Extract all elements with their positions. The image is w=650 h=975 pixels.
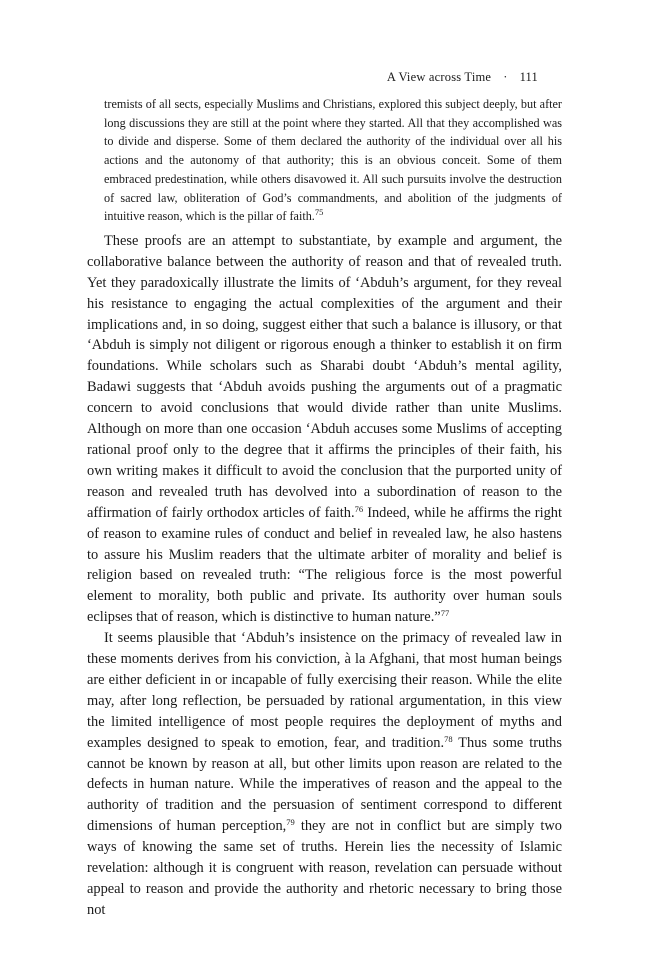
- paragraph-1-text-a: These proofs are an attempt to substantiate, by example and argument, the collaborative balance between the authority of reason and that of revealed truth. Yet they paradoxically illustrate the limits of ‘Abduh’s argument, for they reveal his resistance to engaging the actual complexities of the argument and their implications and, in so doing, suggest either that such a balance is illusory, or that ‘Abduh is simply not diligent or rigorous enough a thinker to establish it on firm foundations. While scholars such as Sharabi doubt ‘Abduh’s mental agility, Badawi suggests that ‘Abduh avoids pushing the arguments out of a pragmatic concern to avoid conclusions that would divide rather than unite Muslims. Although on more than one occasion ‘Abduh accuses some Muslims of accepting rational proof only to the degree that it affirms the principles of their faith, his own writing makes it difficult to avoid the conclusion that the purported unity of reason and revealed truth has devolved into a subordination of reason to the affirmation of fairly orthodox articles of faith.: [87, 232, 562, 521]
- footnote-ref-78: 78: [444, 733, 453, 744]
- paragraph-2-text-c: they are not in conflict but are simply two ways of knowing the same set of truths. Herein lies the necessity of Islamic revelation: although it is congruent with reason, revelation can persuade without appeal to reason and provide the authority and rhetoric necessary to bring those not: [87, 818, 562, 918]
- header-separator: ·: [503, 70, 508, 84]
- footnote-ref-79: 79: [286, 817, 295, 828]
- paragraph-2-text-a: It seems plausible that ‘Abduh’s insistence on the primacy of revealed law in these moments derives from his conviction, à la Afghani, that most human beings are either deficient in or incapable of fully exercising their reason. While the elite may, after long reflection, be persuaded by rational argumentation, in this view the limited intelligence of most people requires the deployment of myths and examples designed to speak to emotion, fear, and tradition.: [87, 630, 562, 751]
- paragraph-1: [87, 231, 562, 628]
- paragraph-1-text-b: Indeed, while he affirms the right of reason to examine rules of conduct and belief in revealed law, he also hastens to assure his Muslim readers that the ultimate arbiter of morality and belief is religion based on revealed truth: “The religious force is the most powerful element to morality, both public and private. Its authority over human souls eclipses that of reason, which is distinctive to human nature.”: [87, 504, 562, 626]
- page-number: 111: [519, 70, 538, 84]
- footnote-ref-77: 77: [440, 608, 450, 619]
- block-quote-text: tremists of all sects, especially Muslims and Christians, explored this subject deeply, but after long discussions they are still at the point where they started. All that they accomplished was to divide and disperse. Some of them declared the authority of the individual over all his actions and the autonomy of that authority; this is an obvious conceit. Some of them embraced predestination, while others disavowed it. All such pursuits involve the destruction of sacred law, obliteration of God’s commandments, and abolition of the judgments of intuitive reason, which is the pillar of faith.: [104, 97, 562, 224]
- paragraph-2: [87, 628, 562, 921]
- running-head: [387, 70, 538, 85]
- footnote-ref-76: 76: [354, 503, 364, 514]
- footnote-ref-75: 75: [314, 207, 324, 218]
- paragraph-2-text-b: Thus some truths cannot be known by reason at all, but other limits upon reason are related to the defects in human nature. While the imperatives of reason and the appeal to the authority of tradition and the persuasion of sentiment correspond to different dimensions of human perception,: [87, 734, 562, 835]
- block-quote: [104, 95, 562, 226]
- running-title: A View across Time: [386, 70, 492, 84]
- page-body: [87, 95, 562, 921]
